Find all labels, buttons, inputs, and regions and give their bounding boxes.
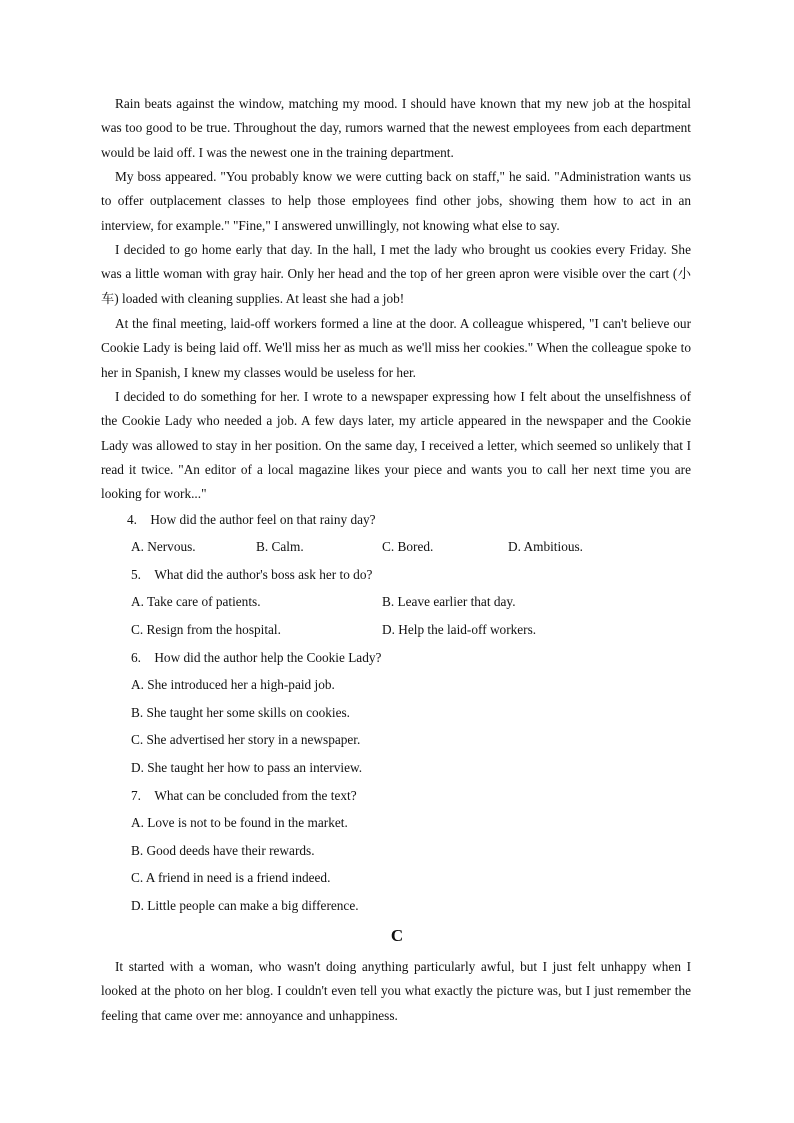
option-6c: C. She advertised her story in a newspaper. [131, 732, 361, 747]
option-5b: B. Leave earlier that day. [382, 594, 516, 609]
question-4 [127, 510, 376, 530]
question-text: What can be concluded from the text? [154, 788, 357, 803]
passage-paragraph-3: I decided to go home early that day. In the hall, I met the lady who brought us cookies every Friday. She was a little woman with gray hair. Only her head and the top of her green apron were visible over the cart (小车) loaded with cleaning supplies. At least she had a job! [101, 242, 691, 306]
option-5a: A. Take care of patients. [131, 594, 261, 609]
question-5 [131, 565, 372, 585]
question-text: How did the author help the Cookie Lady? [154, 650, 382, 665]
passage-paragraph-2: My boss appeared. "You probably know we were cutting back on staff," he said. "Administration wants us to offer outplacement classes to help those employees find other jobs, showing them how to act in an interview, for example." "Fine," I answered unwillingly, not knowing what else to say. [101, 169, 691, 233]
question-text: How did the author feel on that rainy day? [150, 512, 376, 527]
question-number: 6. [131, 650, 141, 665]
option-7d: D. Little people can make a big difference. [131, 898, 359, 913]
question-number: 7. [131, 788, 141, 803]
option-6d: D. She taught her how to pass an interview. [131, 760, 363, 775]
option-7b: B. Good deeds have their rewards. [131, 843, 315, 858]
option-7a: A. Love is not to be found in the market. [131, 815, 348, 830]
option-7c: C. A friend in need is a friend indeed. [131, 870, 331, 885]
option-6a: A. She introduced her a high-paid job. [131, 677, 335, 692]
question-6 [131, 648, 381, 668]
option-5d: D. Help the laid-off workers. [382, 622, 537, 637]
passage-paragraph-4: At the final meeting, laid-off workers formed a line at the door. A colleague whispered, "I can't believe our Cookie Lady is being laid off. We'll miss her as much as we'll miss her cookies." When the colleague spoke to her in Spanish, I knew my classes would be useless for her. [101, 316, 691, 380]
option-4b: B. Calm. [256, 539, 304, 554]
question-number: 4. [127, 512, 137, 527]
question-number: 5. [131, 567, 141, 582]
passage-paragraph-1: Rain beats against the window, matching my mood. I should have known that my new job at the hospital was too good to be true. Throughout the day, rumors warned that the newest employees from each department would be laid off. I was the newest one in the training department. [101, 96, 691, 160]
option-6b: B. She taught her some skills on cookies. [131, 705, 351, 720]
question-text: What did the author's boss ask her to do? [154, 567, 373, 582]
option-4a: A. Nervous. [131, 539, 196, 554]
passage-paragraph-5: I decided to do something for her. I wrote to a newspaper expressing how I felt about the unselfishness of the Cookie Lady who needed a job. A few days later, my article appeared in the newspaper and the Cookie Lady was allowed to stay in her position. On the same day, I received a letter, which seemed so unlikely that I read it twice. "An editor of a local magazine likes your piece and wants you to call her next time you are looking for work..." [101, 389, 691, 502]
option-4d: D. Ambitious. [508, 539, 583, 554]
option-5c: C. Resign from the hospital. [131, 622, 281, 637]
section-c-paragraph-1: It started with a woman, who wasn't doing anything particularly awful, but I just felt unhappy when I looked at the photo on her blog. I couldn't even tell you what exactly the picture was, but I just remember the feeling that came over me: annoyance and unhappiness. [101, 959, 691, 1023]
option-4c: C. Bored. [382, 539, 434, 554]
section-heading-c: C [390, 926, 404, 945]
question-7 [131, 786, 357, 806]
